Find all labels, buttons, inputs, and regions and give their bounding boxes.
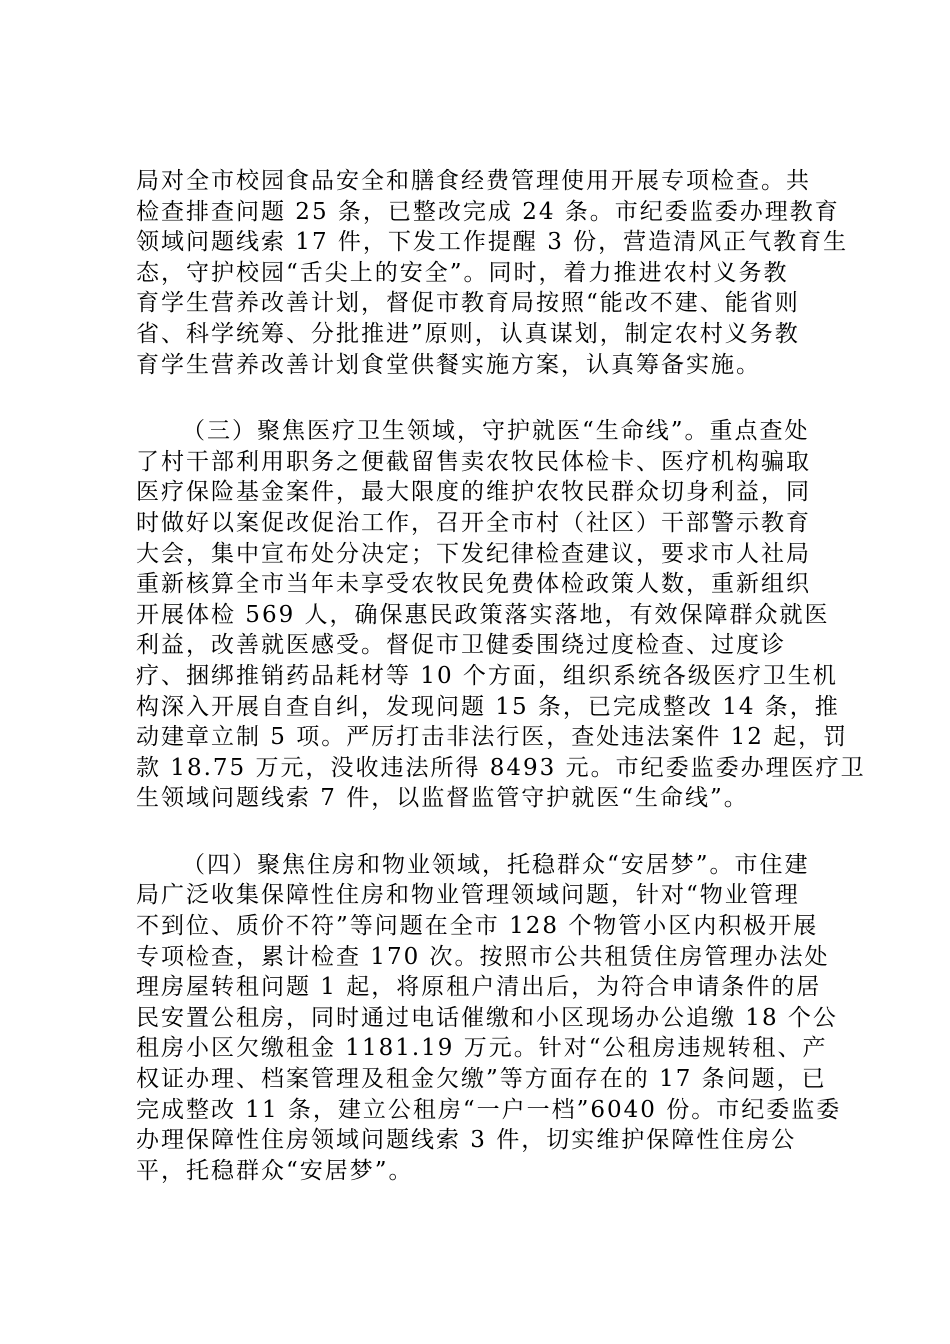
paragraph-housing-property bbox=[136, 850, 842, 1187]
text-line: 办理保障性住房领域问题线索 3 件，切实维护保障性住房公 bbox=[136, 1127, 797, 1154]
text-line: 民安置公租房，同时通过电话催缴和小区现场办公追缴 18 个公 bbox=[136, 1004, 838, 1031]
document-body bbox=[136, 166, 866, 1222]
text-line: 态，守护校园“舌尖上的安全”。同时，着力推进农村义务教 bbox=[136, 259, 789, 286]
text-line: 大会，集中宣布处分决定；下发纪律检查建议，要求市人社局 bbox=[136, 540, 811, 567]
text-line: 育学生营养改善计划食堂供餐实施方案，认真筹备实施。 bbox=[136, 351, 761, 378]
text-line: 了村干部利用职务之便截留售卖农牧民体检卡、医疗机构骗取 bbox=[136, 448, 811, 475]
text-line: 平，托稳群众“安居梦”。 bbox=[136, 1157, 414, 1184]
text-line: 检查排查问题 25 条，已整改完成 24 条。市纪委监委办理教育 bbox=[136, 198, 840, 225]
text-line: 重新核算全市当年未享受农牧民免费体检政策人数，重新组织 bbox=[136, 571, 811, 598]
text-line: 款 18.75 万元，没收违法所得 8493 元。市纪委监委办理医疗卫 bbox=[136, 754, 866, 781]
text-line: 育学生营养改善计划，督促市教育局按照“能改不建、能省则 bbox=[136, 290, 800, 317]
text-line: 局广泛收集保障性住房和物业管理领域问题，针对“物业管理 bbox=[136, 882, 800, 909]
text-line: 医疗保险基金案件，最大限度的维护农牧民群众切身利益，同 bbox=[136, 479, 811, 506]
text-line: 专项检查，累计检查 170 次。按照市公共租赁住房管理办法处 bbox=[136, 943, 830, 970]
text-line: （三）聚焦医疗卫生领域，守护就医“生命线”。重点查处 bbox=[182, 418, 810, 445]
text-line: 完成整改 11 条，建立公租房“一户一档”6040 份。市纪委监委 bbox=[136, 1096, 842, 1123]
text-line: 利益，改善就医感受。督促市卫健委围绕过度检查、过度诊 bbox=[136, 632, 786, 659]
paragraph-school-food-safety bbox=[136, 166, 849, 380]
text-line: 权证办理、档案管理及租金欠缴”等方面存在的 17 条问题，已 bbox=[136, 1066, 827, 1093]
paragraph-healthcare bbox=[136, 416, 866, 814]
text-line: 省、科学统筹、分批推进”原则，认真谋划，制定农村义务教 bbox=[136, 320, 800, 347]
text-line: 租房小区欠缴租金 1181.19 万元。针对“公租房违规转租、产 bbox=[136, 1035, 828, 1062]
text-line: 时做好以案促改促治工作，召开全市村（社区）干部警示教育 bbox=[136, 509, 811, 536]
text-line: 疗、捆绑推销药品耗材等 10 个方面，组织系统各级医疗卫生机 bbox=[136, 662, 838, 689]
text-line: 领域问题线索 17 件，下发工作提醒 3 份，营造清风正气教育生 bbox=[136, 229, 849, 256]
text-line: （四）聚焦住房和物业领域，托稳群众“安居梦”。市住建 bbox=[182, 851, 810, 878]
text-line: 局对全市校园食品安全和膳食经费管理使用开展专项检查。共 bbox=[136, 168, 811, 194]
text-line: 不到位、质价不符”等问题在全市 128 个物管小区内积极开展 bbox=[136, 913, 819, 940]
text-line: 开展体检 569 人，确保惠民政策落实落地，有效保障群众就医 bbox=[136, 601, 830, 628]
text-line: 动建章立制 5 项。严厉打击非法行医，查处违法案件 12 起，罚 bbox=[136, 724, 849, 751]
text-line: 生领域问题线索 7 件，以监督监管守护就医“生命线”。 bbox=[136, 785, 749, 812]
text-line: 理房屋转租问题 1 起，将原租户清出后，为符合申请条件的居 bbox=[136, 974, 822, 1001]
text-line: 构深入开展自查自纠，发现问题 15 条，已完成整改 14 条，推 bbox=[136, 693, 840, 720]
